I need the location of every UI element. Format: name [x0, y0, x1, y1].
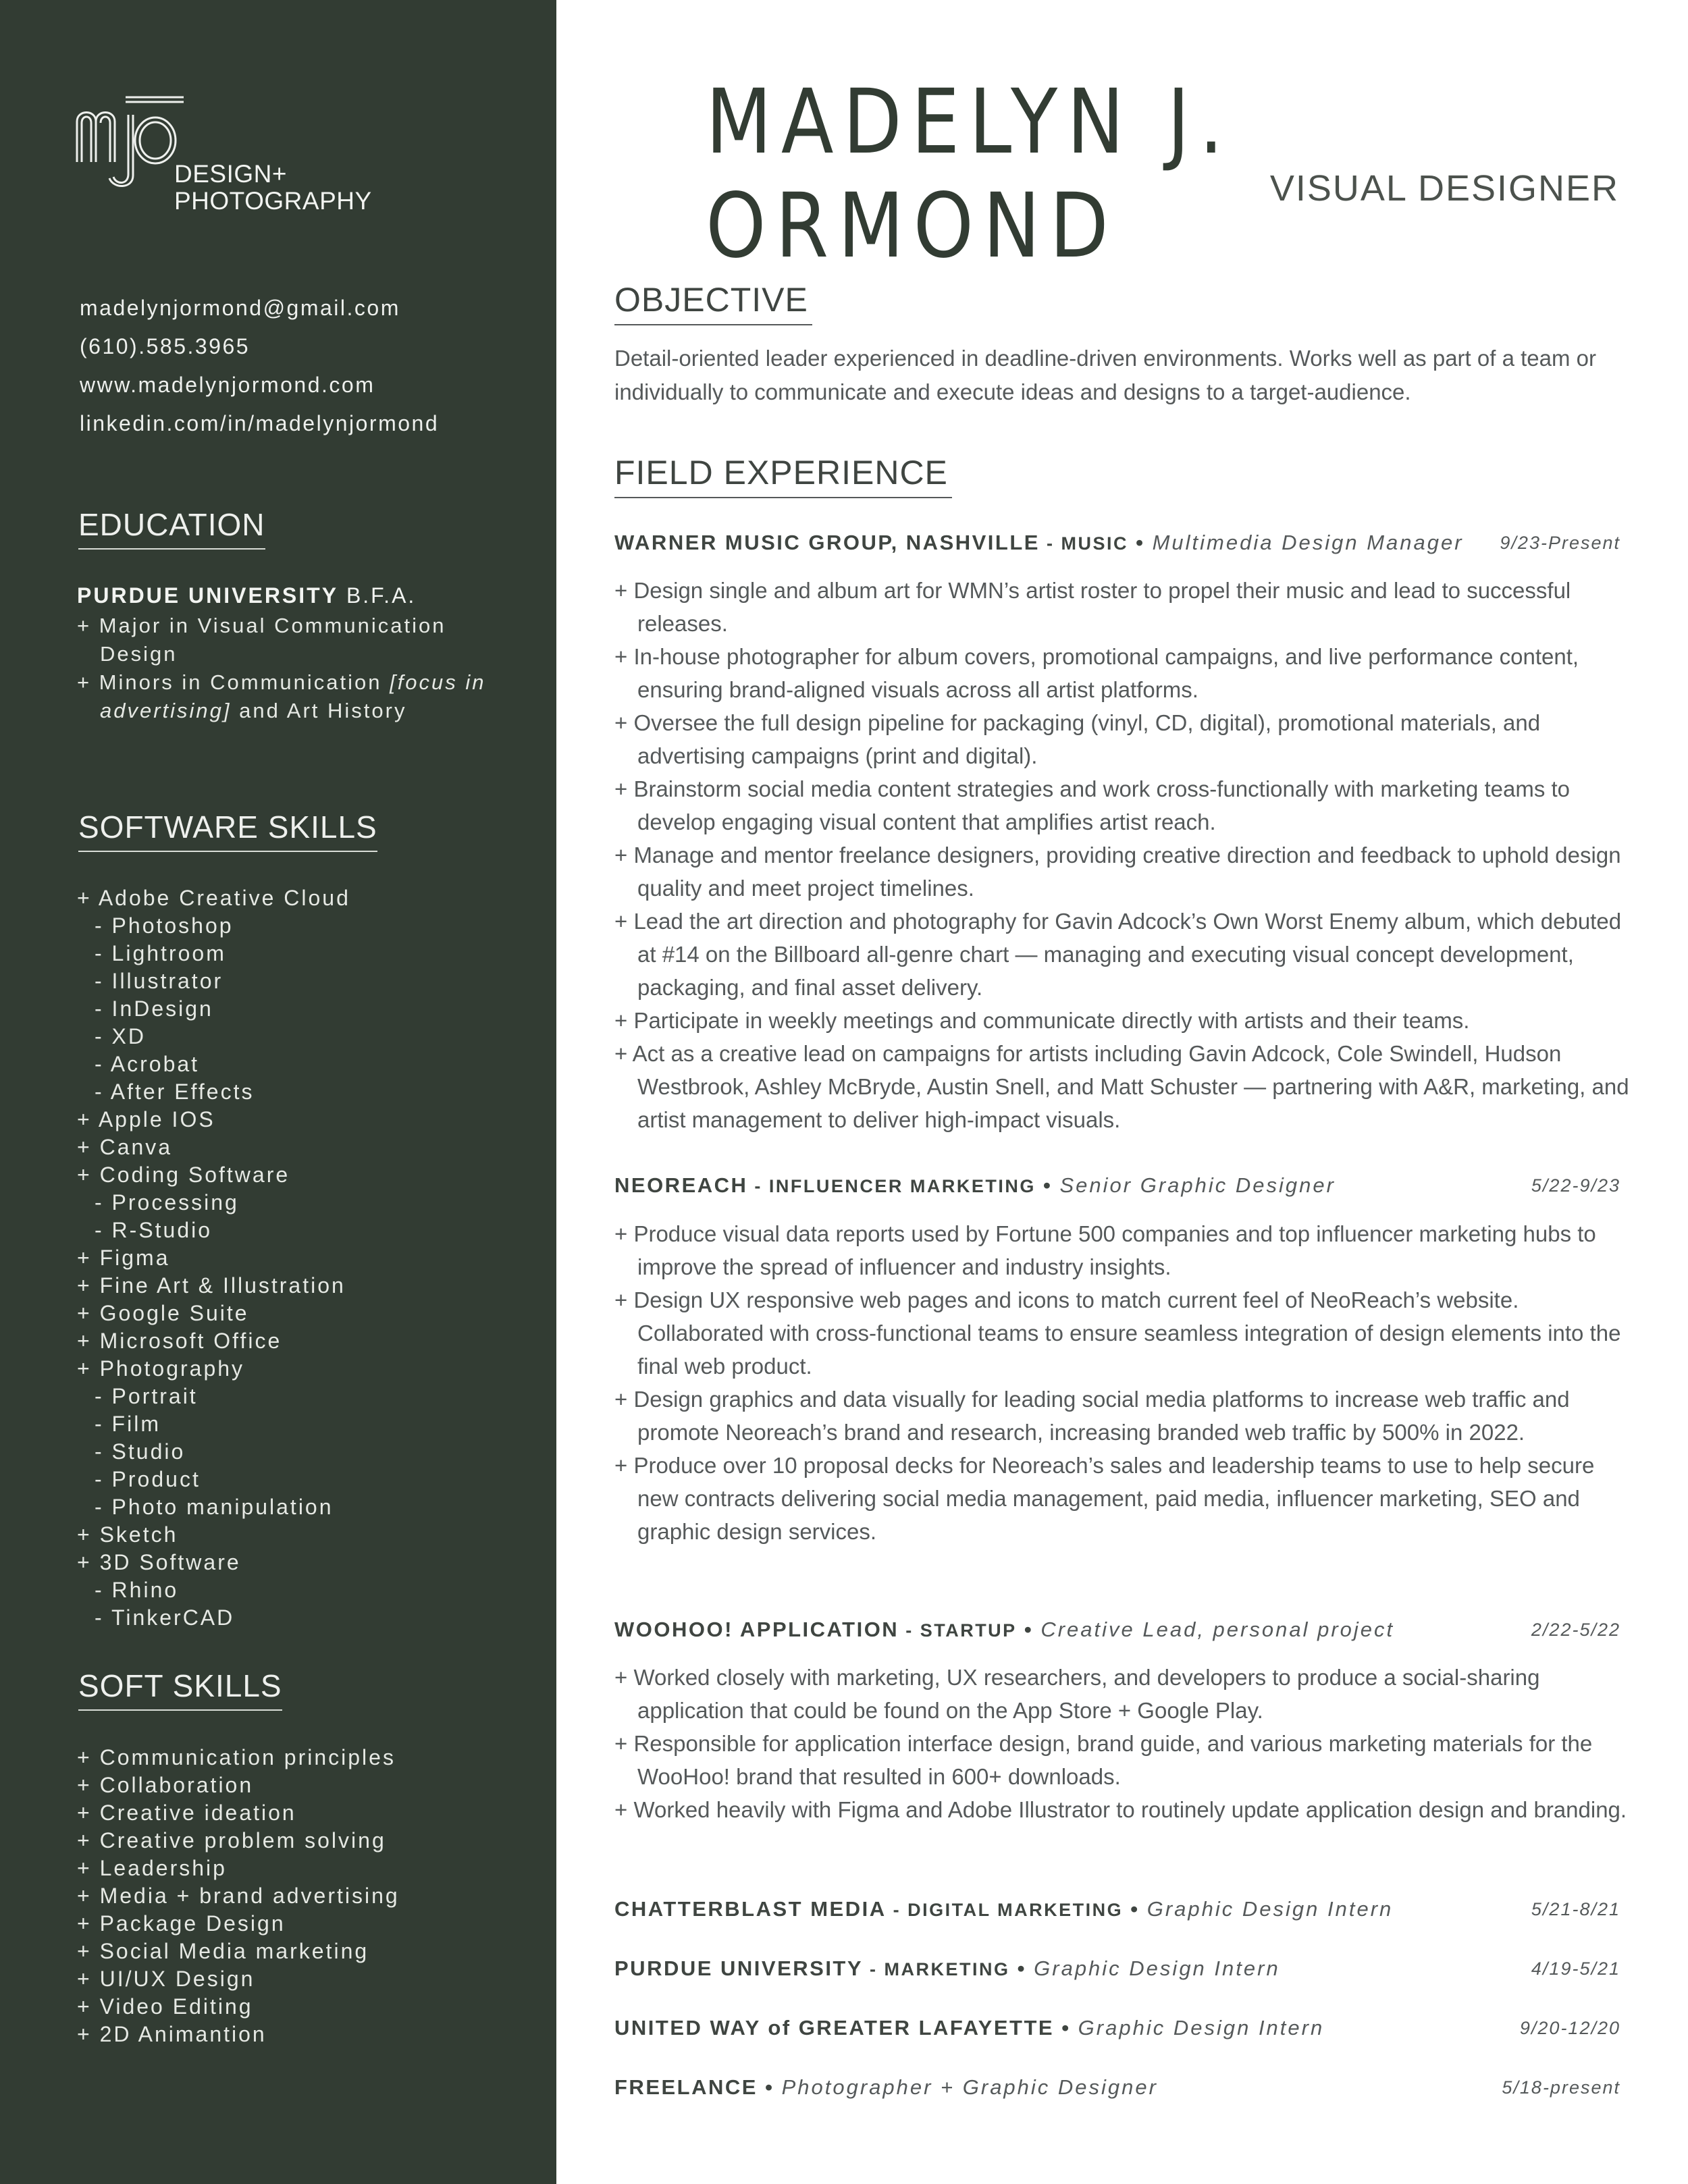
contact-phone[interactable]: (610).585.3965: [80, 334, 250, 358]
software-skill-item: + Coding Software: [77, 1163, 290, 1187]
contact-website[interactable]: www.madelynjormond.com: [80, 373, 375, 397]
software-skill-item: + Microsoft Office: [77, 1329, 282, 1353]
soft-skill-item: + Leadership: [77, 1856, 227, 1880]
job-title: Graphic Design Intern: [1146, 1897, 1394, 1921]
objective-text: Detail-oriented leader experienced in deadline-driven environments. Works well as part of a team or individually to communicate and execute ideas and designs to a target-audience.: [614, 346, 1596, 404]
soft-skill-item: + Package Design: [77, 1911, 286, 1936]
minor-prefix: + Minors in Communication: [77, 670, 390, 694]
job-bullet: + Worked heavily with Figma and Adobe Illustrator to routinely update application design and branding.: [614, 1797, 1627, 1822]
job-company: UNITED WAY of GREATER LAFAYETTE: [614, 2016, 1055, 2040]
job-title: Creative Lead, personal project: [1040, 1618, 1395, 1641]
software-skill-item: + Fine Art & Illustration: [77, 1273, 346, 1298]
software-skill-item: - R-Studio: [95, 1218, 213, 1242]
software-skill-item: + Figma: [77, 1246, 170, 1270]
job-header: NEOREACH - INFLUENCER MARKETING • Senior Graphic Designer 5/22-9/23: [614, 1171, 1620, 1201]
job-company: PURDUE UNIVERSITY: [614, 1956, 864, 1980]
job-dates: 5/22-9/23: [1531, 1175, 1620, 1196]
job-dates: 5/21-8/21: [1531, 1899, 1620, 1919]
job-dates: 2/22-5/22: [1531, 1620, 1620, 1640]
job-company: FREELANCE: [614, 2075, 758, 2099]
job-bullet: + Manage and mentor freelance designers, providing creative direction and feedback to uphold design quality and meet project timelines.: [614, 843, 1621, 901]
candidate-name: MADELYN J. ORMOND: [706, 70, 1233, 278]
job-dates: 9/20-12/20: [1519, 2018, 1620, 2038]
software-skill-item: - Lightroom: [95, 941, 226, 965]
software-skill-item: + Photography: [77, 1356, 245, 1381]
job-dates: 4/19-5/21: [1531, 1959, 1620, 1979]
software-skill-item: - Illustrator: [95, 969, 223, 993]
logo-tagline: [174, 161, 372, 215]
main-content: [556, 0, 1688, 2184]
contact-linkedin[interactable]: linkedin.com/in/madelynjormond: [80, 411, 440, 435]
software-skill-item: + Sketch: [77, 1522, 178, 1547]
minor-suffix: and Art History: [231, 699, 407, 722]
software-skill-item: + Canva: [77, 1135, 173, 1159]
soft-skill-item: + UI/UX Design: [77, 1967, 255, 1991]
job-bullet: + Design graphics and data visually for leading social media platforms to increase web traffic and promote Neoreach’s brand and research, increasing branded web traffic by 500% in 2022.: [614, 1387, 1570, 1445]
software-skill-item: - Acrobat: [95, 1052, 200, 1076]
degree: B.F.A.: [346, 583, 417, 608]
software-skills-heading: SOFTWARE SKILLS: [78, 807, 377, 852]
software-skill-item: - Studio: [95, 1439, 186, 1464]
software-skill-item: - XD: [95, 1024, 146, 1048]
job-title: Graphic Design Intern: [1078, 2016, 1325, 2040]
software-skill-item: - TinkerCAD: [95, 1605, 235, 1630]
soft-skill-item: + Creative problem solving: [77, 1828, 386, 1853]
education-school-line: [77, 579, 496, 612]
job-bullet: + Produce visual data reports used by Fortune 500 companies and top influencer marketing hubs to improve the spread of influencer and industry insights.: [614, 1221, 1596, 1279]
job-bullet: + Participate in weekly meetings and communicate directly with artists and their teams.: [614, 1008, 1470, 1033]
job-header: FREELANCE • Photographer + Graphic Designer 5/18-present: [614, 2073, 1620, 2102]
soft-skills-heading: SOFT SKILLS: [78, 1666, 282, 1711]
soft-skill-item: + 2D Animantion: [77, 2022, 267, 2046]
software-skill-item: + 3D Software: [77, 1550, 241, 1574]
education-major: + Major in Visual Communication Design: [77, 614, 446, 666]
soft-skill-item: + Video Editing: [77, 1994, 253, 2019]
job-company: CHATTERBLAST MEDIA: [614, 1897, 887, 1921]
job-bullet: + Brainstorm social media content strategies and work cross-functionally with marketing teams to develop engaging visual content that amplifies artist reach.: [614, 776, 1571, 834]
soft-skill-item: + Creative ideation: [77, 1801, 296, 1825]
job-bullet: + Lead the art direction and photography for Gavin Adcock’s Own Worst Enemy album, which debuted at #14 on the Billboard all-genre chart — managing and executing visual concept development, packaging, and final asset delivery.: [614, 909, 1622, 1000]
soft-skill-item: + Communication principles: [77, 1745, 396, 1769]
software-skill-item: - Photo manipulation: [95, 1495, 334, 1519]
software-skill-item: - Processing: [95, 1190, 239, 1215]
job-bullets: [614, 1661, 1641, 1826]
soft-skill-item: + Social Media marketing: [77, 1939, 369, 1963]
software-skill-item: - InDesign: [95, 996, 213, 1021]
job-bullet: + Oversee the full design pipeline for packaging (vinyl, CD, digital), promotional materials, and advertising campaigns (print and digital).: [614, 710, 1541, 768]
job-bullet: + Produce over 10 proposal decks for Neoreach’s sales and leadership teams to use to help secure new contracts delivering social media management, paid media, influencer marketing, SEO and graphic design services.: [614, 1453, 1595, 1544]
job-header: WOOHOO! APPLICATION - STARTUP • Creative Lead, personal project 2/22-5/22: [614, 1615, 1620, 1645]
job-bullet: + Act as a creative lead on campaigns for artists including Gavin Adcock, Cole Swindell, Hudson Westbrook, Ashley McBryde, Austin Snell, and Matt Schuster — partnering with A&R, marketing, and artist management to deliver high-impact visuals.: [614, 1041, 1629, 1132]
software-skill-item: + Adobe Creative Cloud: [77, 886, 350, 910]
education-block: [77, 579, 496, 725]
school-name: PURDUE UNIVERSITY: [77, 583, 339, 608]
job-bullets: [614, 574, 1641, 1136]
job-title: Senior Graphic Designer: [1059, 1173, 1336, 1197]
software-skill-item: + Google Suite: [77, 1301, 249, 1325]
software-skill-item: - Product: [95, 1467, 201, 1491]
contact-email[interactable]: madelynjormond@gmail.com: [80, 296, 400, 320]
job-bullet: + Responsible for application interface design, brand guide, and various marketing materials for the WooHoo! brand that resulted in 600+ downloads.: [614, 1731, 1593, 1789]
objective-heading: OBJECTIVE: [614, 279, 812, 325]
job-bullet: + Design single and album art for WMN’s artist roster to propel their music and lead to successful releases.: [614, 578, 1571, 636]
logo-tagline-1: DESIGN+: [174, 160, 287, 188]
job-dept: - MARKETING: [863, 1959, 1010, 1979]
candidate-role: VISUAL DESIGNER: [1269, 168, 1619, 209]
job-header: CHATTERBLAST MEDIA - DIGITAL MARKETING • Graphic Design Intern 5/21-8/21: [614, 1894, 1620, 1925]
job-title: Multimedia Design Manager: [1152, 531, 1464, 554]
logo-tagline-2: PHOTOGRAPHY: [174, 187, 372, 215]
minor-focus: [focus in advertising]: [100, 670, 486, 722]
job-bullet: + Design UX responsive web pages and icons to match current feel of NeoReach’s website. Collaborated with cross-functional teams to ensure seamless integration of design elements into the final web product.: [614, 1287, 1621, 1379]
job-dates: 5/18-present: [1502, 2077, 1620, 2098]
soft-skill-item: + Collaboration: [77, 1773, 254, 1797]
software-skill-item: - Rhino: [95, 1578, 179, 1602]
job-dept: - DIGITAL MARKETING: [886, 1900, 1124, 1920]
experience-heading: FIELD EXPERIENCE: [614, 452, 952, 498]
software-skill-item: - Film: [95, 1412, 161, 1436]
education-minor: [77, 668, 496, 725]
job-dates: 9/23-Present: [1500, 533, 1620, 553]
job-header: PURDUE UNIVERSITY - MARKETING • Graphic Design Intern 4/19-5/21: [614, 1954, 1620, 1984]
job-bullet: + Worked closely with marketing, UX researchers, and developers to produce a social-sharing application that could be found on the App Store + Google Play.: [614, 1665, 1540, 1723]
software-skills-list: [77, 884, 509, 1632]
job-company: NEOREACH: [614, 1173, 748, 1197]
soft-skills-list: [77, 1744, 509, 2048]
job-title: Graphic Design Intern: [1034, 1956, 1280, 1980]
education-heading: EDUCATION: [78, 505, 265, 550]
software-skill-item: - After Effects: [95, 1080, 255, 1104]
job-header: UNITED WAY of GREATER LAFAYETTE • Graphic Design Intern 9/20-12/20: [614, 2013, 1620, 2043]
contact-block: [80, 289, 439, 443]
software-skill-item: - Portrait: [95, 1384, 198, 1408]
soft-skill-item: + Media + brand advertising: [77, 1884, 400, 1908]
job-bullets: [614, 1217, 1641, 1548]
job-bullet: + In-house photographer for album covers, promotional campaigns, and live performance content, ensuring brand-aligned visuals across all artist platforms.: [614, 644, 1579, 702]
sidebar: [0, 0, 556, 2184]
job-header: WARNER MUSIC GROUP, NASHVILLE - MUSIC • Multimedia Design Manager 9/23-Present: [614, 528, 1620, 558]
job-dept: - MUSIC: [1039, 533, 1128, 554]
software-skill-item: - Photoshop: [95, 913, 234, 938]
job-dept: - STARTUP: [899, 1620, 1017, 1641]
software-skill-item: + Apple IOS: [77, 1107, 215, 1131]
job-company: WOOHOO! APPLICATION: [614, 1618, 899, 1641]
job-company: WARNER MUSIC GROUP, NASHVILLE: [614, 531, 1040, 554]
job-title: Photographer + Graphic Designer: [781, 2075, 1158, 2099]
job-dept: - INFLUENCER MARKETING: [747, 1176, 1036, 1196]
